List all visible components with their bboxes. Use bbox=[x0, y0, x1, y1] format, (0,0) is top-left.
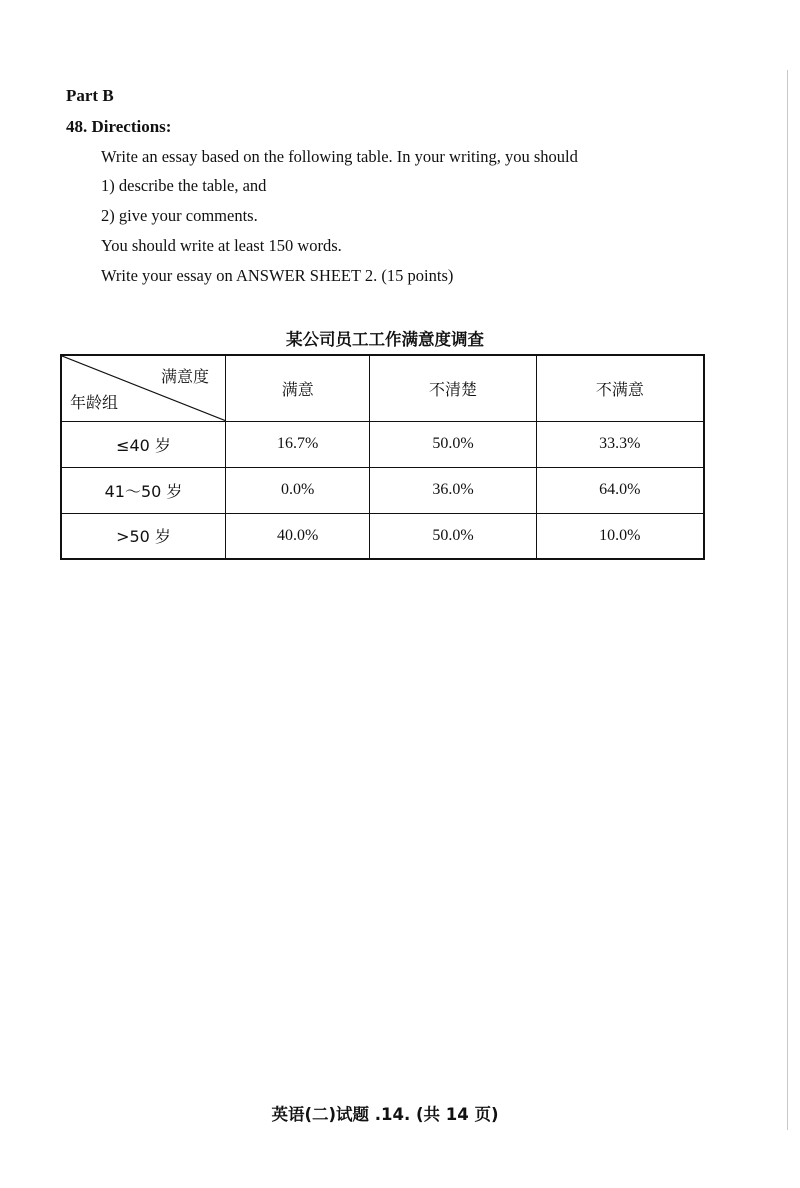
directions-line: Write an essay based on the following table. In your writing, you should bbox=[101, 147, 578, 166]
column-header: 不清楚 bbox=[370, 355, 536, 421]
table-cell: 50.0% bbox=[370, 421, 536, 467]
table-title: 某公司员工工作满意度调查 bbox=[286, 330, 484, 349]
satisfaction-table bbox=[60, 354, 705, 560]
page-footer: 英语(二)试题 .14. (共 14 页) bbox=[271, 1105, 499, 1124]
directions-line: You should write at least 150 words. bbox=[101, 236, 342, 255]
row-group-label: 41～50 岁 bbox=[61, 467, 226, 513]
table-cell: 50.0% bbox=[370, 513, 536, 559]
table-cell: 36.0% bbox=[370, 467, 536, 513]
row-group-label: >50 岁 bbox=[61, 513, 226, 559]
part-heading: Part B bbox=[66, 86, 114, 105]
page-edge-line bbox=[787, 70, 788, 1130]
directions-line: 2) give your comments. bbox=[101, 206, 258, 225]
table-row bbox=[61, 467, 704, 513]
corner-top-label: 满意度 bbox=[160, 367, 209, 386]
corner-bottom-label: 年龄组 bbox=[70, 392, 119, 412]
row-group-label: ≤40 岁 bbox=[61, 421, 226, 467]
column-header: 满意 bbox=[226, 355, 370, 421]
table-cell: 64.0% bbox=[536, 467, 704, 513]
table-cell: 33.3% bbox=[536, 421, 704, 467]
table-row bbox=[61, 513, 704, 559]
table-cell: 10.0% bbox=[536, 513, 704, 559]
table-header-row bbox=[61, 355, 704, 421]
table-cell: 0.0% bbox=[226, 467, 370, 513]
table-row bbox=[61, 421, 704, 467]
table-cell: 40.0% bbox=[226, 513, 370, 559]
directions-line: Write your essay on ANSWER SHEET 2. (15 points) bbox=[101, 266, 454, 285]
directions-line: 1) describe the table, and bbox=[101, 176, 267, 195]
column-header: 不满意 bbox=[536, 355, 704, 421]
table-corner-cell bbox=[61, 355, 226, 421]
table-cell: 16.7% bbox=[226, 421, 370, 467]
directions-title: 48. Directions: bbox=[66, 117, 172, 136]
